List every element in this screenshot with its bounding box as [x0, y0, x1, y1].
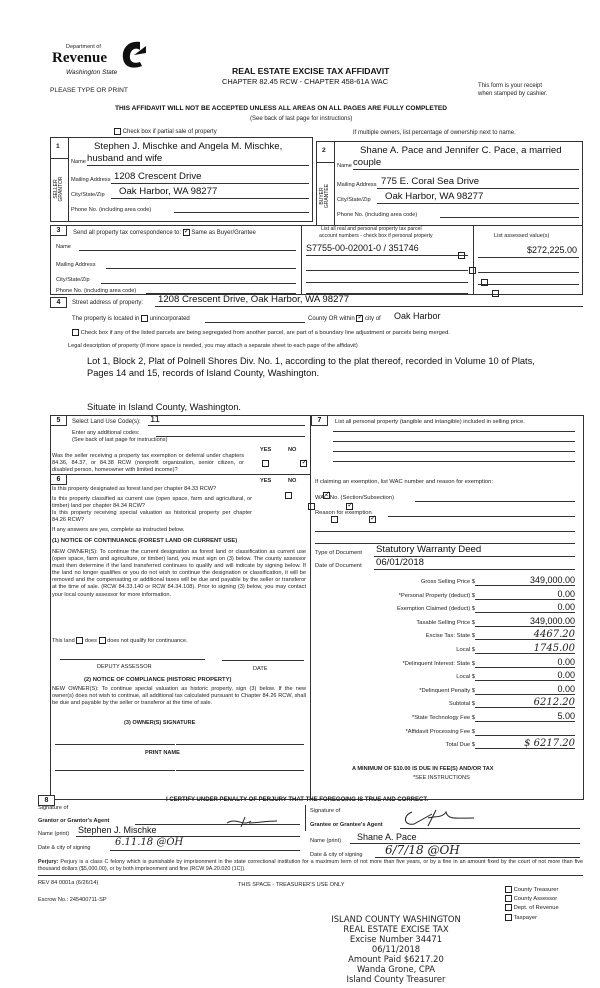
- legal-description-line-3: Situate in Island County, Washington.: [87, 402, 242, 412]
- amount-value-field[interactable]: 349,000.00: [475, 616, 575, 627]
- doc-date-field[interactable]: 06/01/2018: [376, 557, 425, 568]
- stamp-line-1: ISLAND COUNTY WASHINGTON: [331, 914, 461, 924]
- sec3-address-label: Mailing Address: [56, 262, 96, 268]
- legal-description-line-2: Pages 14 and 15, records of Island County, Washington.: [87, 368, 320, 378]
- current-use-yes-checkbox[interactable]: [308, 503, 315, 510]
- seller-address-label: Mailing Address: [71, 177, 111, 183]
- logo-state: Washington State: [66, 69, 118, 76]
- same-as-buyer-label: Same as Buyer/Grantee: [191, 230, 256, 237]
- copy-label: Taxpayer: [513, 914, 538, 921]
- dor-swoosh-icon: [118, 38, 148, 70]
- segregated-label: Check box if any of the listed parcels are being segregated from another parcel, are part of a boundary line adjustment or parcels being merged.: [80, 330, 450, 337]
- amount-label: *State Technology Fee $: [411, 715, 475, 721]
- grantor-date-field[interactable]: 6.11.18 @OH: [115, 837, 184, 848]
- buyer-city-field[interactable]: Oak Harbor, WA 98277: [385, 191, 484, 202]
- reason-label: Reason for exemption: [315, 510, 372, 516]
- logo-dept: Department of: [66, 44, 101, 50]
- amount-value-field[interactable]: 5.00: [475, 711, 575, 722]
- parcel-header-2: account numbers - check box if personal property: [319, 233, 433, 239]
- please-type: PLEASE TYPE OR PRINT: [50, 87, 128, 94]
- grantor-name-field[interactable]: Stephen J. Mischke: [78, 825, 157, 835]
- perjury-text: Perjury is a class C felony which is punishable by imprisonment in the state correctional institution for a maximum term of not more than five years, or by a fine in an amount fixed by the court of not more than five thousand dollars ($5,000.00), or by both imprisonment and fine (RCW 9A.20.020 (1C)).: [38, 859, 584, 872]
- seller-phone-label: Phone No. (including area code): [71, 207, 152, 213]
- street-address-label: Street address of property:: [72, 300, 144, 306]
- copy-checkbox[interactable]: [505, 914, 512, 921]
- seller-grantor-label: SELLER GRANTOR: [53, 176, 64, 202]
- amount-value-field[interactable]: 0.00: [475, 657, 575, 668]
- notice-continuance-title: (1) NOTICE OF CONTINUANCE (FOREST LAND OR CURRENT USE): [52, 538, 238, 544]
- owner-print-name-field-1[interactable]: [55, 770, 175, 771]
- notice-compliance-title: (2) NOTICE OF COMPLIANCE (HISTORIC PROPERTY): [84, 677, 232, 683]
- street-address-field[interactable]: 1208 Crescent Drive, Oak Harbor, WA 98277: [158, 294, 350, 305]
- section-2-number: 2: [322, 147, 326, 154]
- personal-property-checkbox-1[interactable]: [458, 252, 465, 259]
- grantor-date-label: Date & city of signing: [38, 845, 91, 851]
- buyer-phone-label: Phone No. (including area code): [337, 212, 418, 218]
- perjury-label: Perjury:: [38, 859, 59, 865]
- doc-type-field[interactable]: Statutory Warranty Deed: [376, 544, 482, 555]
- grantor-agent-label: Grantor or Grantor's Agent: [38, 818, 110, 824]
- grantor-name-label: Name (print): [38, 831, 70, 837]
- sec3-name-label: Name: [56, 244, 71, 250]
- grantee-date-field[interactable]: 6/7/18 @OH: [385, 843, 460, 857]
- sec5-yes-header: YES: [260, 447, 272, 453]
- buyer-address-field[interactable]: 775 E. Coral Sea Drive: [381, 176, 480, 187]
- does-qualify-checkbox[interactable]: [76, 637, 83, 644]
- land-use-code-field[interactable]: 11: [150, 414, 160, 425]
- copy-label: County Assessor: [513, 896, 558, 903]
- copy-label: County Treasurer: [513, 887, 559, 894]
- personal-property-checkbox-2[interactable]: [469, 267, 476, 274]
- wac-field[interactable]: [415, 501, 575, 502]
- stamp-treasurer-title: Island County Treasurer: [346, 974, 446, 984]
- grantee-signature-of: Signature of: [310, 808, 341, 814]
- copy-distribution: [505, 886, 559, 923]
- stamp-line-2: REAL ESTATE EXCISE TAX: [343, 924, 449, 934]
- city-of-checkbox[interactable]: [356, 315, 363, 322]
- sec3-name-field[interactable]: [79, 250, 296, 251]
- city-of-label: city of: [365, 316, 381, 323]
- amount-label: Subtotal $: [448, 701, 475, 708]
- parcel-number-field[interactable]: S7755-00-02001-0 / 351746: [306, 243, 419, 253]
- date-label: DATE: [253, 666, 268, 672]
- additional-codes-label: Enter any additional codes:: [72, 430, 140, 436]
- grantor-signature-of: Signature of: [38, 805, 69, 811]
- receipt-note-1: This form is your receipt: [478, 83, 543, 89]
- section-4-number: 4: [50, 297, 67, 308]
- same-as-buyer-checkbox[interactable]: [183, 229, 190, 236]
- section-6-number: 6: [50, 474, 67, 485]
- amount-label: *Delinquent Penalty $: [419, 687, 475, 694]
- sec3-city-label: City/State/Zip: [56, 277, 90, 283]
- seller-section: [50, 137, 313, 222]
- buyer-name-line-1: Shane A. Pace and Jennifer C. Pace, a married: [360, 145, 562, 156]
- assessed-value-field[interactable]: $272,225.00: [527, 245, 578, 255]
- historical-no-checkbox[interactable]: [369, 516, 376, 523]
- minimum-due-note: A MINIMUM OF $10.00 IS DUE IN FEE(S) AND/OR TAX: [352, 766, 494, 772]
- this-land-label: This land: [52, 637, 75, 644]
- doc-date-label: Date of Document: [315, 563, 362, 569]
- section-3-number: 3: [50, 225, 67, 236]
- exemption-no-checkbox[interactable]: [300, 460, 307, 467]
- does-not-qualify-checkbox[interactable]: [99, 637, 106, 644]
- copy-checkbox[interactable]: [505, 895, 512, 902]
- personal-property-label: List all personal property (tangible and intangible) included in selling price.: [335, 419, 525, 425]
- sec5-see-back: (See back of last page for instructions): [72, 437, 168, 443]
- exemption-claim-label: If claiming an exemption, list WAC number and reason for exemption:: [315, 479, 493, 485]
- wac-label: WAC No. (Section/Subsection): [315, 495, 395, 501]
- personal-property-checkbox-3[interactable]: [481, 279, 488, 286]
- sec6-yes-header: YES: [260, 478, 272, 484]
- copy-label: Dept. of Revenue: [513, 905, 559, 912]
- located-label: The property is located in: [72, 316, 140, 323]
- does-not-label: does not qualify for continuance.: [107, 637, 188, 644]
- amount-value-field[interactable]: 1745.00: [475, 643, 575, 654]
- grantor-signature: [225, 815, 280, 829]
- owner-signature-field-1[interactable]: [55, 744, 175, 745]
- buyer-address-label: Mailing Address: [337, 182, 377, 188]
- sec5-no-header: NO: [288, 447, 297, 453]
- personal-property-checkbox-4[interactable]: [492, 290, 499, 297]
- seller-city-label: City/State/Zip: [71, 192, 105, 198]
- doc-type-label: Type of Document: [315, 550, 363, 556]
- grantee-signature: [402, 808, 477, 830]
- amount-label: Gross Selling Price $: [420, 579, 475, 585]
- see-back-note: (See back of last page for instructions): [250, 116, 353, 122]
- partial-sale-checkbox[interactable]: [114, 128, 121, 135]
- seller-name-label: Name: [71, 159, 86, 165]
- seller-name-line-1: Stephen J. Mischke and Angela M. Mischke,: [94, 141, 283, 152]
- county-or-within-label: County OR within: [308, 316, 355, 323]
- amount-label: Excise Tax: State $: [425, 633, 475, 640]
- grantee-name-label: Name (print): [310, 838, 342, 844]
- grantee-name-field[interactable]: Shane A. Pace: [357, 832, 417, 842]
- section-1-number: 1: [56, 143, 60, 150]
- amount-value-field[interactable]: 0.00: [475, 670, 575, 681]
- forest-yes-checkbox[interactable]: [285, 492, 292, 499]
- copy-item: [505, 904, 559, 911]
- legal-description-label: Legal description of property (if more space is needed, you may attach a separate sheet to each page of the affidavit): [68, 343, 358, 349]
- seller-city-field[interactable]: Oak Harbor, WA 98277: [119, 186, 218, 197]
- owner-signature-title: (3) OWNER(S) SIGNATURE: [124, 720, 196, 726]
- sec3-address-field[interactable]: [106, 268, 296, 269]
- city-field[interactable]: Oak Harbor: [394, 311, 441, 321]
- seller-name-field[interactable]: husband and wife: [87, 153, 163, 164]
- county-field[interactable]: [205, 322, 305, 323]
- amount-label: *Delinquent Interest: State $: [402, 660, 475, 667]
- legal-description-line-1: Lot 1, Block 2, Plat of Polnell Shores Div. No. 1, according to the plat thereof, recorded in Volume 10 of Plats,: [87, 356, 535, 366]
- grantee-date-label: Date & city of signing: [310, 852, 363, 858]
- buyer-section: [316, 141, 583, 226]
- section-5-number: 5: [50, 415, 67, 426]
- amount-label: Local $: [456, 674, 475, 681]
- amount-value-field[interactable]: 0.00: [475, 602, 575, 613]
- assessed-header: List assessed value(s): [494, 233, 550, 239]
- form-title: REAL ESTATE EXCISE TAX AFFIDAVIT: [232, 66, 390, 76]
- assessor-date-field[interactable]: [222, 660, 304, 661]
- print-name-label: PRINT NAME: [145, 750, 180, 756]
- buyer-city-label: City/State/Zip: [337, 197, 371, 203]
- amount-label: *Personal Property (deduct) $: [398, 592, 475, 599]
- exemption-yes-checkbox[interactable]: [262, 460, 269, 467]
- sec6-no-header: NO: [288, 478, 297, 484]
- historical-question: Is this property receiving special valuation as historical property per chapter 84.26 RCW?: [52, 510, 252, 524]
- land-use-code-label: Select Land Use Code(s):: [72, 419, 141, 425]
- current-use-question: Is this property classified as current use (open space, farm and agricultural, or timber) land per chapter 84.34 RCW?: [52, 496, 252, 510]
- buyer-name-field[interactable]: couple: [353, 157, 382, 168]
- see-instructions-note: *SEE INSTRUCTIONS: [413, 775, 470, 781]
- tax-correspondence-section: [50, 225, 583, 295]
- partial-sale-label: Check box if partial sale of property: [122, 129, 217, 136]
- logo-revenue: Revenue: [52, 50, 107, 66]
- buyer-phone-field[interactable]: [440, 217, 579, 218]
- form-chapter: CHAPTER 82.45 RCW - CHAPTER 458-61A WAC: [222, 77, 389, 86]
- owner-print-name-field-2[interactable]: [176, 770, 304, 771]
- segregated-checkbox[interactable]: [72, 329, 79, 336]
- escrow-number: Escrow No.: 245400711-SP: [38, 897, 107, 903]
- copy-item: [505, 895, 559, 902]
- amount-value-field[interactable]: $ 6217.20: [475, 738, 575, 749]
- buyer-grantee-label: BUYER GRANTEE: [319, 183, 330, 209]
- sec3-city-field[interactable]: [101, 283, 296, 284]
- seller-phone-field[interactable]: [174, 212, 309, 213]
- deputy-assessor-label: DEPUTY ASSESSOR: [97, 664, 152, 670]
- amount-label: Taxable Selling Price $: [416, 619, 475, 626]
- copy-item: [505, 914, 559, 921]
- amount-value-field[interactable]: 6212.20: [475, 697, 575, 708]
- if-yes-note: If any answers are yes, complete as instructed below.: [52, 527, 185, 533]
- stamp-excise-number: Excise Number 34471: [349, 934, 443, 944]
- sec3-phone-label: Phone No. (including area code): [56, 288, 137, 294]
- reason-field[interactable]: [388, 516, 575, 517]
- notice-continuance-text: NEW OWNER(S): To continue the current designation as forest land or classification as current use (open space, farm and agriculture, or timber) land, you must sign on (3) below. The county assessor must then determine if the land transferred continues to qualify and will indicate by signing below. If the land no longer qualifies or you do not wish to continue the designation or classification, it will be removed and the compensating or additional taxes will be due and payable by the seller or transferor at the time of sale. (RCW 84.33.140 or RCW 84.34.108). Prior to signing (3) below, you may contact your local county assessor for more information.: [52, 549, 306, 598]
- copy-checkbox[interactable]: [505, 886, 512, 893]
- amount-label: Total Due $: [445, 742, 475, 749]
- copy-item: [505, 886, 559, 893]
- does-label: does: [84, 637, 97, 644]
- receipt-note-2: when stamped by cashier.: [478, 91, 548, 97]
- additional-codes-field[interactable]: [156, 436, 305, 437]
- amount-value-field[interactable]: 4467.20: [475, 629, 575, 640]
- seller-address-field[interactable]: 1208 Crescent Drive: [114, 171, 202, 182]
- form-revision: REV 84 0001a (6/26/14): [38, 880, 99, 886]
- forest-land-question: Is this property designated as forest land per chapter 84.33 RCW?: [52, 486, 217, 492]
- amount-value-field[interactable]: [475, 725, 575, 736]
- buyer-name-label: Name: [337, 163, 352, 169]
- parcel-header-1: List all real and personal property tax parcel: [321, 226, 422, 232]
- copy-checkbox[interactable]: [505, 904, 512, 911]
- historical-yes-checkbox[interactable]: [331, 516, 338, 523]
- send-correspondence-label: Send all property tax correspondence to:: [73, 230, 182, 237]
- section-7-number: 7: [311, 415, 328, 426]
- section-8-number: 8: [38, 795, 55, 806]
- amount-label: *Affidavit Processing Fee $: [405, 728, 475, 735]
- treasurer-use-note: THIS SPACE - TREASURER'S USE ONLY: [238, 882, 345, 888]
- amount-value-field[interactable]: 349,000.00: [475, 575, 575, 586]
- amount-value-field[interactable]: 0.00: [475, 684, 575, 695]
- deputy-assessor-signature[interactable]: [60, 659, 205, 660]
- multiple-owners-note: If multiple owners, list percentage of ownership next to name.: [353, 130, 516, 136]
- notice-compliance-text: NEW OWNER(S): To continue special valuation as historic property, sign (3) below. If the new owner(s) does not wish to continue, all additional tax calculated pursuant to Chapter 84.26 RCW, shall be due and payable by the seller or transferor at the time of sale.: [52, 686, 306, 707]
- certify-statement: I CERTIFY UNDER PENALTY OF PERJURY THAT THE FOREGOING IS TRUE AND CORRECT.: [166, 797, 429, 803]
- unincorporated-checkbox[interactable]: [141, 315, 148, 322]
- stamp-date: 06/11/2018: [371, 944, 421, 954]
- exemption-question: Was the seller receiving a property tax exemption or deferral under chapters 84.36, 84.37, or 84.38 RCW (nonprofit organization, senior citizen, or disabled person, homeowner with limited income)?: [52, 453, 244, 474]
- amount-label: Local $: [456, 647, 475, 653]
- warning-text: THIS AFFIDAVIT WILL NOT BE ACCEPTED UNLESS ALL AREAS ON ALL PAGES ARE FULLY COMPLETED: [115, 105, 448, 112]
- unincorporated-label: unincorporated: [149, 316, 190, 323]
- stamp-treasurer-name: Wanda Grone, CPA: [356, 964, 436, 974]
- amount-value-field[interactable]: 0.00: [475, 589, 575, 600]
- owner-signature-field-2[interactable]: [176, 744, 304, 745]
- stamp-amount-paid: Amount Paid $6217.20: [348, 954, 444, 964]
- amount-label: Exemption Claimed (deduct) $: [397, 606, 475, 613]
- grantee-agent-label: Grantee or Grantee's Agent: [310, 822, 383, 828]
